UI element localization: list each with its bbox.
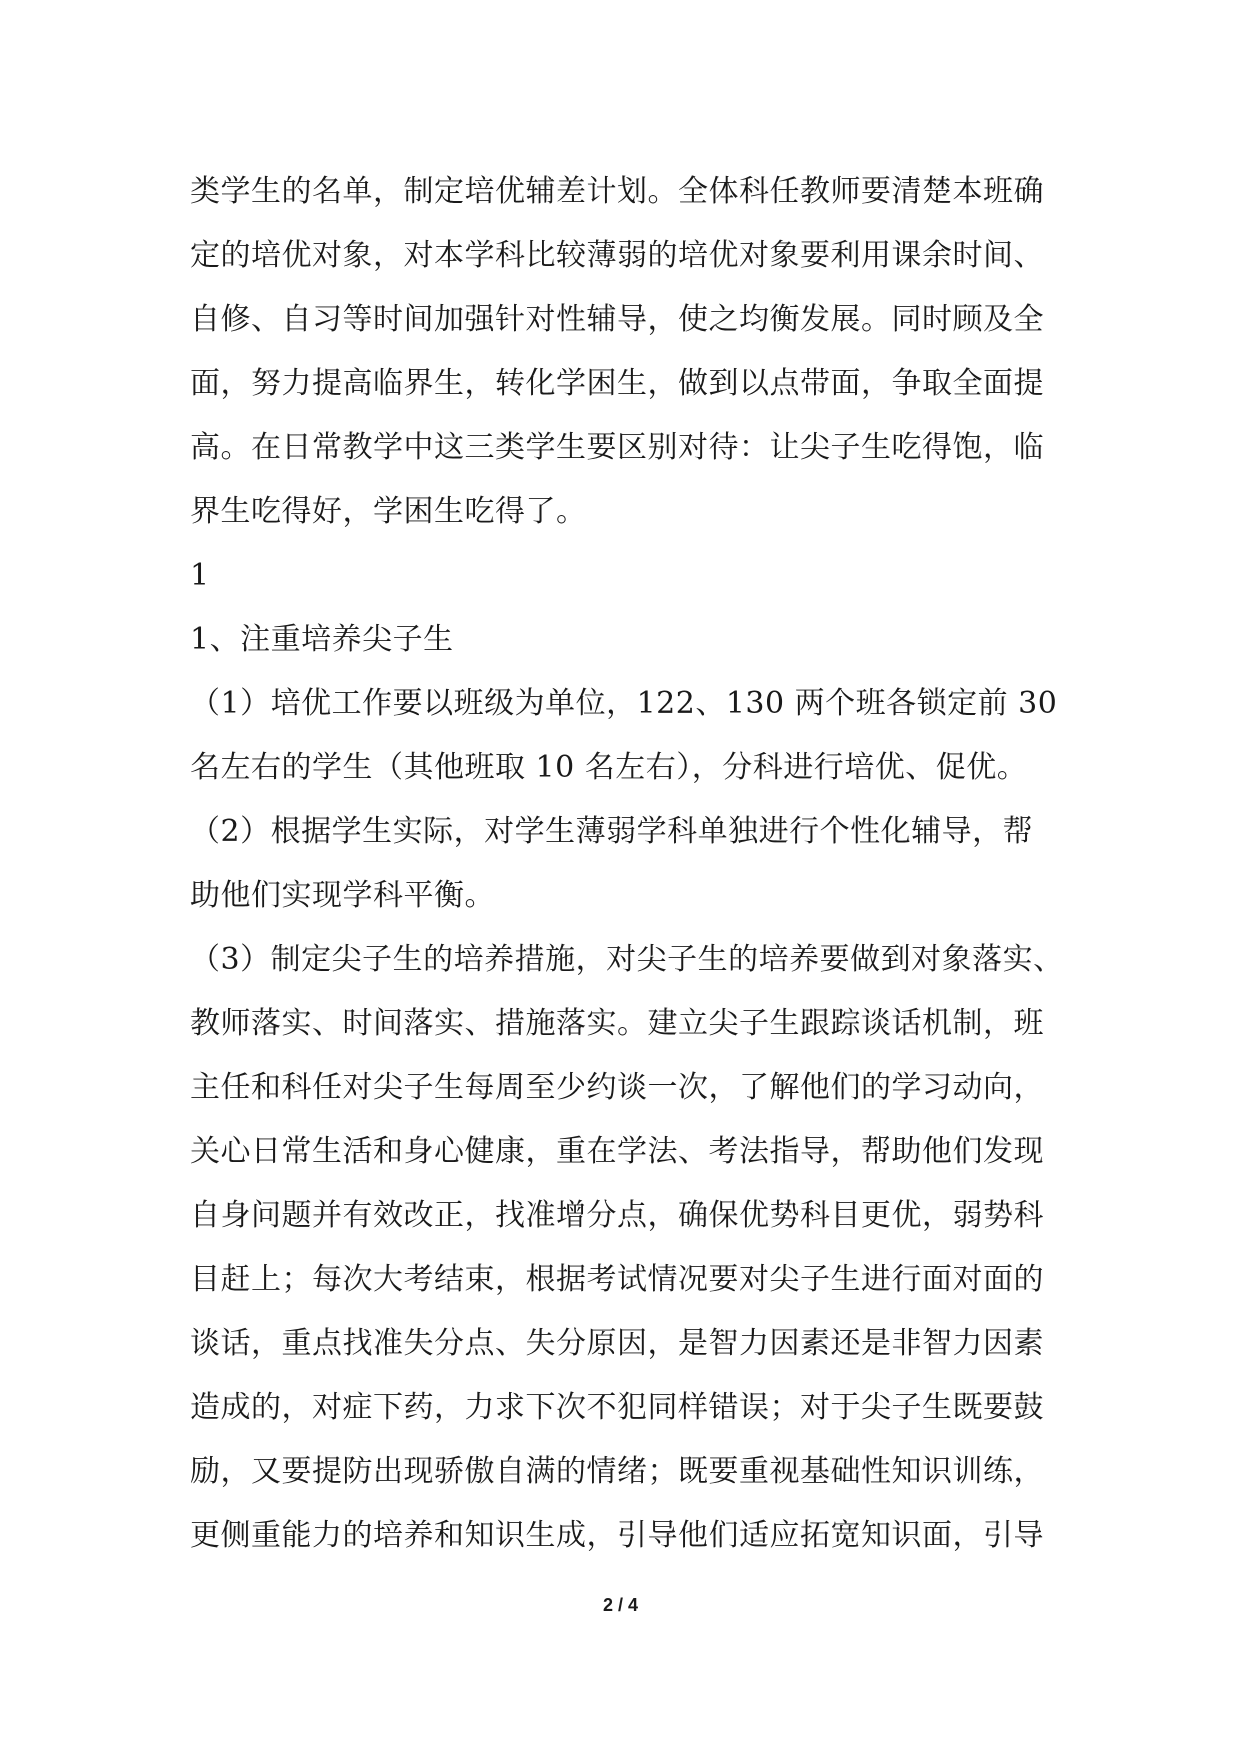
text-line: 名左右的学生（其他班取 10 名左右），分科进行培优、促优。 xyxy=(190,750,1028,785)
text-line: 关心日常生活和身心健康，重在学法、考法指导，帮助他们发现 xyxy=(190,1134,1044,1169)
text-line: 自身问题并有效改正，找准增分点，确保优势科目更优，弱势科 xyxy=(190,1198,1044,1233)
text-line: 励，又要提防出现骄傲自满的情绪；既要重视基础性知识训练， xyxy=(190,1454,1044,1489)
text-line: 更侧重能力的培养和知识生成，引导他们适应拓宽知识面，引导 xyxy=(190,1518,1044,1553)
text-line: （1）培优工作要以班级为单位，122、130 两个班各锁定前 30 xyxy=(190,686,1058,721)
text-line: 目赶上；每次大考结束，根据考试情况要对尖子生进行面对面的 xyxy=(190,1262,1044,1297)
text-line: 类学生的名单，制定培优辅差计划。全体科任教师要清楚本班确 xyxy=(190,174,1044,209)
text-line: 界生吃得好，学困生吃得了。 xyxy=(190,494,587,529)
text-line: （3）制定尖子生的培养措施，对尖子生的培养要做到对象落实、 xyxy=(190,942,1064,977)
text-line: 高。在日常教学中这三类学生要区别对待：让尖子生吃得饱，临 xyxy=(190,430,1044,465)
body-text xyxy=(190,160,1070,1568)
text-line: 主任和科任对尖子生每周至少约谈一次，了解他们的学习动向， xyxy=(190,1070,1044,1105)
text-line: 教师落实、时间落实、措施落实。建立尖子生跟踪谈话机制，班 xyxy=(190,1006,1044,1041)
text-line: 自修、自习等时间加强针对性辅导，使之均衡发展。同时顾及全 xyxy=(190,302,1044,337)
section-heading: 1、注重培养尖子生 xyxy=(190,622,454,657)
text-line: 助他们实现学科平衡。 xyxy=(190,878,495,913)
text-line: 造成的，对症下药，力求下次不犯同样错误；对于尖子生既要鼓 xyxy=(190,1390,1044,1425)
page-number: 2 / 4 xyxy=(602,1595,639,1615)
text-line: 谈话，重点找准失分点、失分原因，是智力因素还是非智力因素 xyxy=(190,1326,1044,1361)
text-line: 定的培优对象，对本学科比较薄弱的培优对象要利用课余时间、 xyxy=(190,238,1044,273)
section-number: 1 xyxy=(190,558,210,593)
text-line: （2）根据学生实际，对学生薄弱学科单独进行个性化辅导，帮 xyxy=(190,814,1034,849)
text-line: 面，努力提高临界生，转化学困生，做到以点带面，争取全面提 xyxy=(190,366,1044,401)
